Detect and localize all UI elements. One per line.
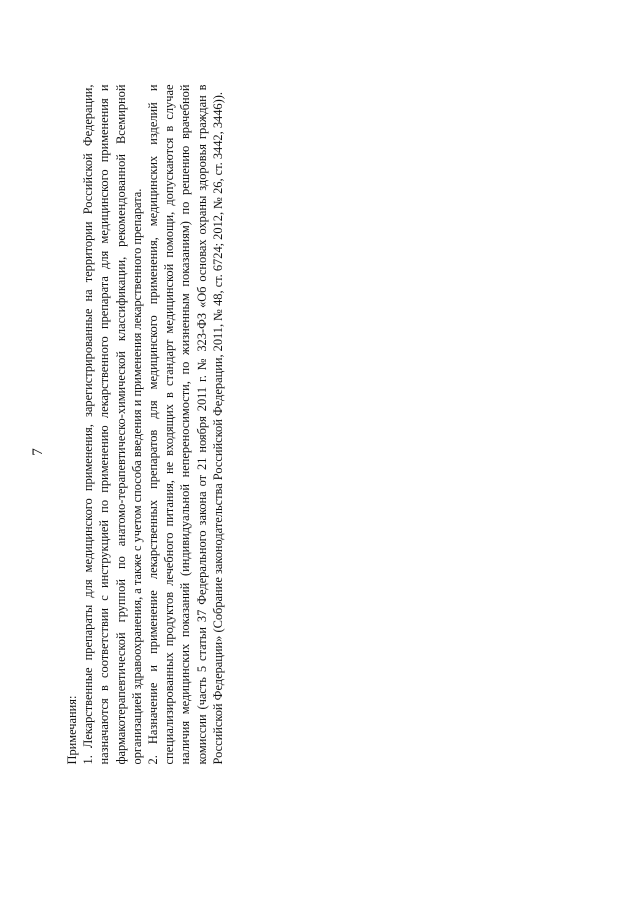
notes-section [64, 85, 226, 765]
notes-title: Примечания: [65, 695, 79, 765]
note-2: 2. Назначение и применение лекарственных препаратов для медицинского применения, медицинских изделий и специализированных продуктов лечебного питания, не входящих в стандарт медицинской помощи, допускаются в случае наличия медицинских показаний (индивидуальной непереносимости, по жизненным показаниям) по решению врачебной комиссии (часть 5 статьи 37 Федерального закона от 21 ноября 2011 г. № 323-ФЗ «Об основах охраны здоровья граждан в Российской Федерации» (Собрание законодательства Российской Федерации, 2011, № 48, ст. 6724; 2012, № 26, ст. 3442, 3446)). [146, 84, 225, 765]
note-1: 1. Лекарственные препараты для медицинского применения, зарегистрированные на территории Российской Федерации, назначаются в соответствии с инструкцией по применению лекарственного препарата для медицинского применения и фармакотерапевтической группой по анатомо-терапевтическо-химической классификации, рекомендованной Всемирной организацией здравоохранения, а также с учетом способа введения и применения лекарственного препарата. [81, 84, 144, 765]
page-number: 7 [30, 448, 46, 456]
